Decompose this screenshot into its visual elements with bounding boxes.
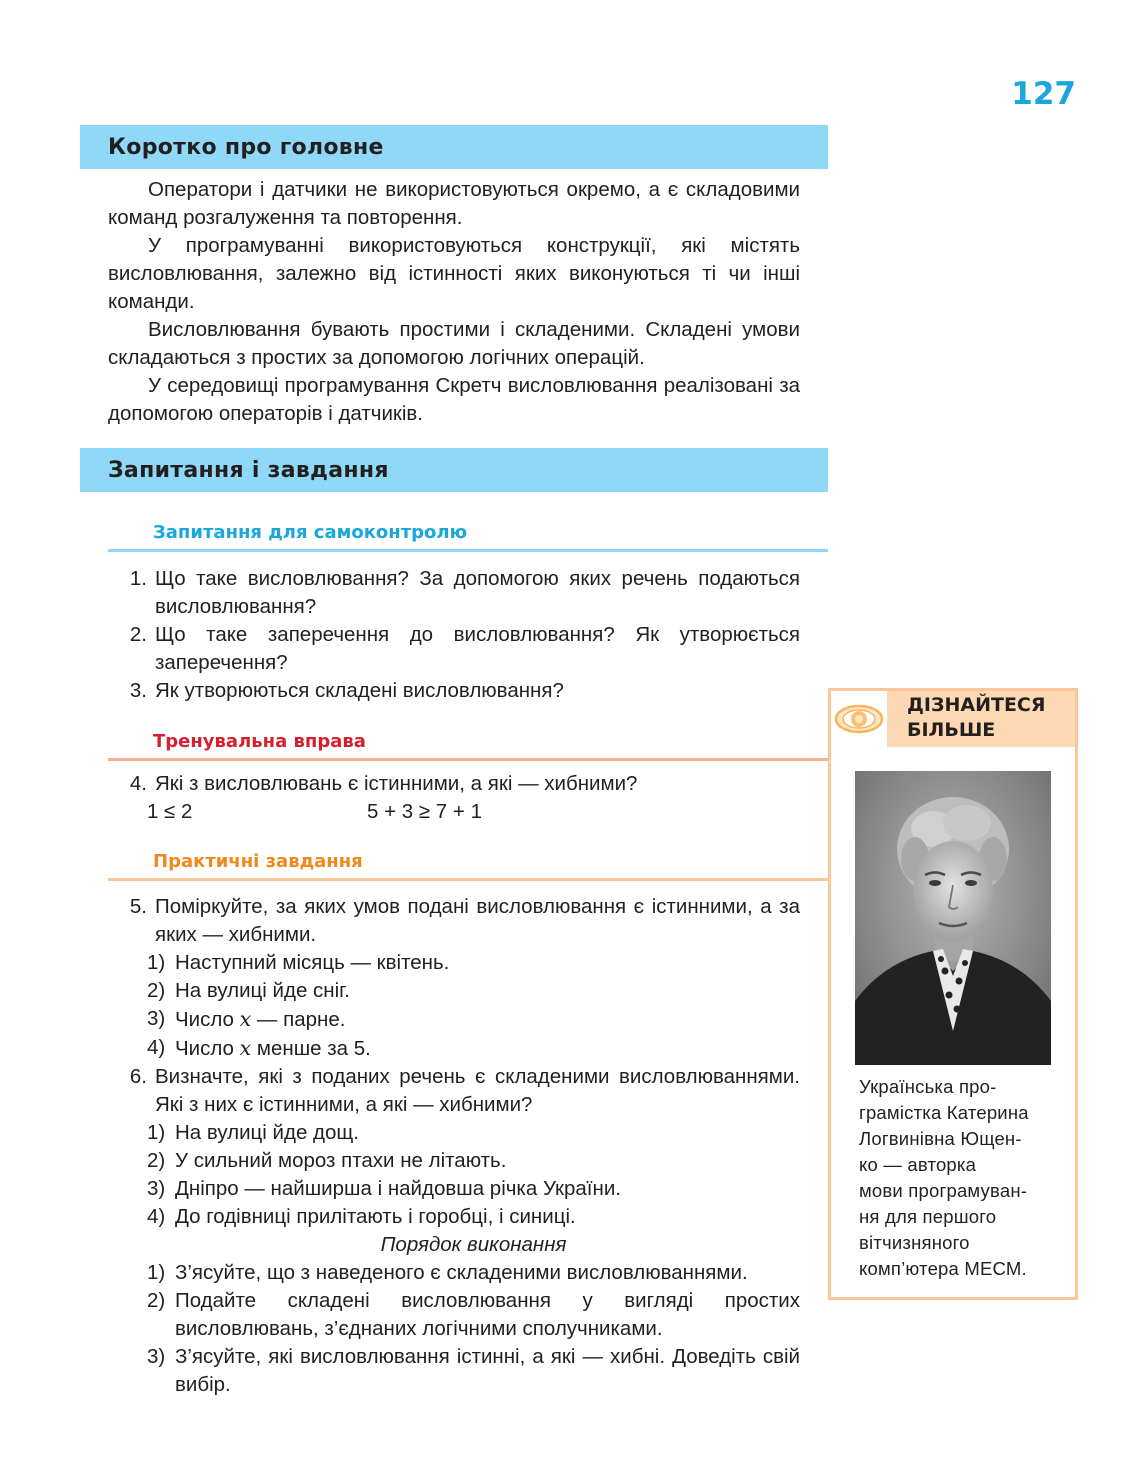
step-number: 2)	[147, 1289, 166, 1312]
sub-item-number: 3)	[147, 1007, 166, 1030]
sub-item-number: 1)	[147, 951, 166, 974]
expression-1: 1 ≤ 2	[147, 800, 193, 823]
sub-item-text: На вулиці йде дощ.	[175, 1121, 359, 1144]
summary-heading: Коротко про головне	[80, 125, 828, 169]
item-text: Що таке висловлювання? За допомогою яких речень подаються висловлювання?	[155, 567, 800, 618]
list-item	[108, 565, 800, 621]
item-number: 4.	[129, 772, 147, 795]
summary-paragraph: У програмуванні використовуються конструкції, які містять висловлювання, залежно від істинності яких виконуються ті чи інші команди.	[108, 234, 800, 313]
step-text: Подайте складені висловлювання у вигляді простих висловлювань, з’єднаних логічними сполучниками.	[175, 1289, 800, 1340]
practical-heading: Практичні завдання	[108, 847, 828, 881]
item-text: Визначте, які з поданих речень є складеними висловлюваннями. Які з них є істинними, а які — хибними?	[155, 1065, 800, 1116]
sidebar-title	[907, 693, 1077, 743]
sub-item	[108, 977, 800, 1005]
caption-line: мови програмуван-	[859, 1180, 1028, 1201]
sidebar-header	[831, 691, 1075, 747]
text-fragment: Число	[175, 1037, 240, 1060]
sub-item	[108, 1119, 800, 1147]
sub-item	[108, 1203, 800, 1231]
sub-item-number: 2)	[147, 979, 166, 1002]
self-control-list	[108, 565, 800, 705]
sub-item-text	[175, 1034, 800, 1063]
item-number: 5.	[129, 895, 147, 918]
step-item	[108, 1287, 800, 1343]
sub-item-number: 4)	[147, 1036, 166, 1059]
sub-item-text: Дніпро — найширша і найдовша річка України.	[175, 1177, 621, 1200]
sub-item-number: 2)	[147, 1149, 166, 1172]
sub-item	[108, 1005, 800, 1034]
caption-line: ня для першого	[859, 1206, 997, 1227]
list-item	[108, 677, 800, 705]
caption-line: грамістка Катерина	[859, 1102, 1029, 1123]
sub-item	[108, 1147, 800, 1175]
practical-list	[108, 893, 800, 1399]
item-text: Які з висловлювань є істинними, а які — хибними?	[155, 772, 638, 795]
sub-item	[108, 1034, 800, 1063]
sidebar-title-line: ДІЗНАЙТЕСЯ	[907, 694, 1046, 716]
portrait-photo	[855, 771, 1051, 1065]
item-number: 6.	[129, 1065, 147, 1088]
sub-item	[108, 949, 800, 977]
caption-line: Логвинівна Ющен-	[859, 1128, 1022, 1149]
sidebar-title-line: БІЛЬШЕ	[907, 719, 996, 741]
summary-paragraph: Оператори і датчики не використовуються окремо, а є складовими команд розгалуження та повторення.	[108, 178, 800, 229]
variable-x: x	[239, 1007, 252, 1031]
summary-paragraph: У середовищі програмування Скретч висловлювання реалізовані за допомогою операторів і датчиків.	[108, 374, 800, 425]
caption-line: вітчизняного	[859, 1232, 970, 1253]
sub-item-text: Наступний місяць — квітень.	[175, 951, 450, 974]
item-text: Як утворюються складені висловлювання?	[155, 679, 564, 702]
sub-item-number: 3)	[147, 1177, 166, 1200]
item-text: Що таке заперечення до висловлювання? Як утворюється заперечення?	[155, 623, 800, 674]
sub-item-text: На вулиці йде сніг.	[175, 979, 350, 1002]
step-item	[108, 1259, 800, 1287]
learn-more-sidebar	[828, 688, 1078, 1300]
sub-item-text	[175, 1005, 800, 1034]
step-item	[108, 1343, 800, 1399]
training-heading: Тренувальна вправа	[108, 727, 828, 761]
order-title: Порядок виконання	[380, 1233, 567, 1256]
item-text: Поміркуйте, за яких умов подані висловлювання є істинними, а за яких — хибними.	[155, 895, 800, 946]
summary-paragraph: Висловлювання бувають простими і складеними. Складені умови складаються з простих за допомогою логічних операцій.	[108, 318, 800, 369]
text-fragment: — парне.	[251, 1008, 346, 1031]
sub-item-number: 1)	[147, 1121, 166, 1144]
eye-icon-box	[831, 691, 887, 747]
portrait-caption	[859, 1074, 1059, 1282]
sub-item-text: У сильний мороз птахи не літають.	[175, 1149, 507, 1172]
step-text: З’ясуйте, які висловлювання істинні, а які — хибні. Доведіть свій вибір.	[175, 1345, 800, 1396]
step-number: 1)	[147, 1261, 166, 1284]
step-text: З’ясуйте, що з наведеного є складеними висловлюваннями.	[175, 1261, 748, 1284]
list-item	[108, 893, 800, 949]
training-list	[108, 770, 800, 826]
item-number: 1.	[129, 567, 147, 590]
caption-line: Українська про-	[859, 1076, 997, 1097]
portrait-illustration	[855, 771, 1051, 1065]
item-number: 3.	[129, 679, 147, 702]
self-control-heading: Запитання для самоконтролю	[108, 518, 828, 552]
questions-heading: Запитання і завдання	[80, 448, 828, 492]
item-number: 2.	[129, 623, 147, 646]
text-fragment: менше за 5.	[251, 1037, 371, 1060]
caption-line: комп’ютера МЕСМ.	[859, 1258, 1027, 1279]
step-number: 3)	[147, 1345, 166, 1368]
list-item	[108, 1063, 800, 1119]
text-fragment: Число	[175, 1008, 240, 1031]
page-number: 127	[1011, 76, 1076, 112]
expression-2: 5 + 3 ≥ 7 + 1	[367, 800, 482, 823]
caption-line: ко — авторка	[859, 1154, 977, 1175]
list-item	[108, 621, 800, 677]
summary-text	[108, 176, 800, 428]
sub-item-number: 4)	[147, 1205, 166, 1228]
eye-icon	[831, 691, 887, 747]
variable-x: x	[239, 1036, 252, 1060]
inequalities-row	[108, 798, 800, 826]
list-item	[108, 770, 800, 798]
sub-item	[108, 1175, 800, 1203]
sub-item-text: До годівниці прилітають і горобці, і синиці.	[175, 1205, 576, 1228]
